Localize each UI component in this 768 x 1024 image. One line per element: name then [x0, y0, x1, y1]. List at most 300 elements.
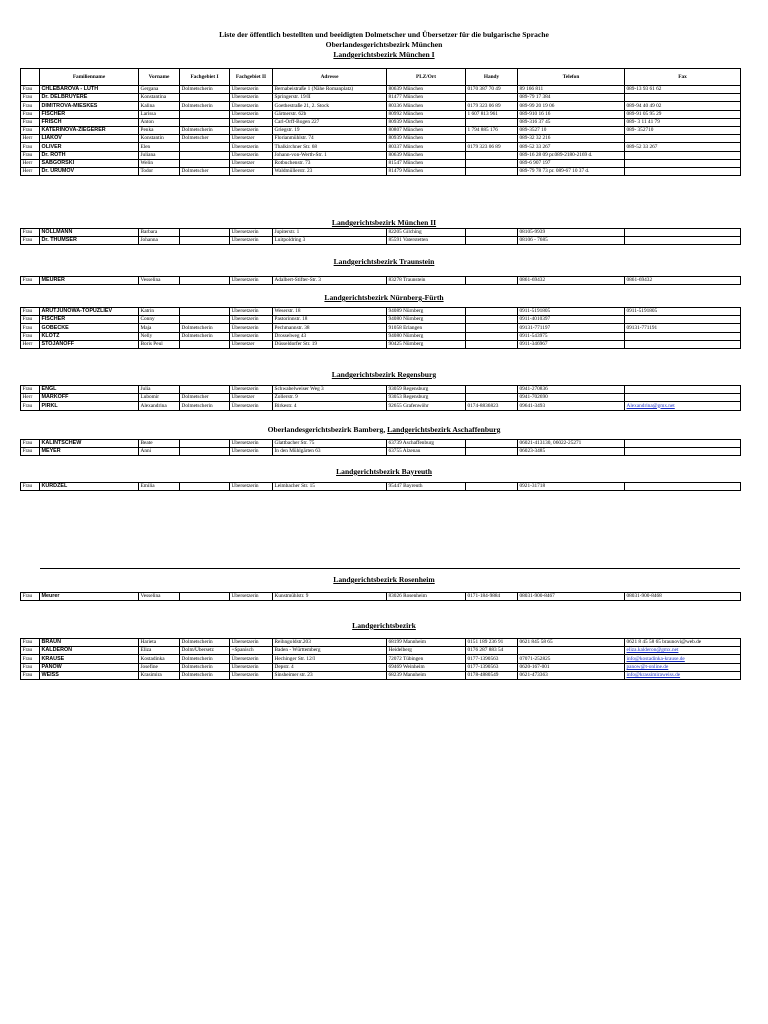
cell-handy	[466, 94, 518, 102]
cell-telefon: 089-910 16 16	[518, 110, 625, 118]
cell-telefon: 09641-3493	[518, 402, 625, 410]
cell-fax	[625, 440, 741, 448]
cell-familienname: KATERINOVA-ZIEGERER	[40, 126, 139, 134]
col-adresse: Adresse	[273, 69, 387, 86]
cell-telefon: 08105-9939	[518, 229, 625, 237]
cell-fax: 089- 3 11 41 79	[625, 118, 741, 126]
cell-adresse: Hechinger Str. 12/I	[273, 655, 387, 663]
col-handy: Handy	[466, 69, 518, 86]
cell-fax	[625, 167, 741, 175]
cell-fax[interactable]: eliza.kalderon@gmx.net	[625, 647, 741, 655]
table-row	[21, 277, 741, 285]
cell-fax	[625, 386, 741, 394]
cell-plz-ort: 80939 München	[387, 135, 466, 143]
cell-anrede: Herr	[21, 135, 40, 143]
cell-vorname: Conny	[139, 316, 180, 324]
cell-vorname: Johanna	[139, 237, 180, 245]
cell-telefon: 089-79 17 384	[518, 94, 625, 102]
table-row	[21, 593, 741, 601]
cell-telefon: 0911-4010397	[518, 316, 625, 324]
cell-anrede: Frau	[21, 237, 40, 245]
cell-plz-ort: 85591 Vaterstetten	[387, 237, 466, 245]
cell-handy: 0177-1390563	[466, 663, 518, 671]
cell-familienname: FISCHER	[40, 316, 139, 324]
cell-telefon: 089-6 907 197	[518, 159, 625, 167]
cell-vorname: Harieta	[139, 639, 180, 647]
cell-telefon: 0941-270836	[518, 386, 625, 394]
cell-plz-ort: 83026 Rosenheim	[387, 593, 466, 601]
cell-fachgebiet2: Übersetzer	[230, 135, 273, 143]
cell-vorname: Vesselina	[139, 593, 180, 601]
cell-plz-ort: 94080 Nürnberg	[387, 316, 466, 324]
cell-fachgebiet2: Übersetzerin	[230, 671, 273, 679]
table-row	[21, 386, 741, 394]
table-row	[21, 135, 741, 143]
cell-fachgebiet1: Dolmetscherin	[180, 671, 230, 679]
cell-adresse: Schwabelweiser Weg 3	[273, 386, 387, 394]
cell-adresse: Griegstr. 19	[273, 126, 387, 134]
cell-handy: 1 607 813 961	[466, 110, 518, 118]
cell-anrede: Frau	[21, 593, 40, 601]
cell-anrede: Herr	[21, 340, 40, 348]
table-traunstein	[20, 276, 741, 285]
cell-plz-ort: 80939 München	[387, 118, 466, 126]
cell-fax	[625, 237, 741, 245]
cell-telefon: 06021-413130, 06022-25271	[518, 440, 625, 448]
cell-fachgebiet2: Übersetzerin	[230, 402, 273, 410]
cell-plz-ort: 91058 Erlangen	[387, 324, 466, 332]
cell-vorname: Emilia	[139, 483, 180, 491]
cell-telefon: 089-99 20 19 06	[518, 102, 625, 110]
cell-adresse: Glattbacher Str. 75	[273, 440, 387, 448]
table-row	[21, 229, 741, 237]
cell-fax	[625, 94, 741, 102]
cell-telefon: 06023-3485	[518, 448, 625, 456]
table-row	[21, 167, 741, 175]
cell-fachgebiet1	[180, 94, 230, 102]
cell-familienname: Dr. ROTH	[40, 151, 139, 159]
cell-fax: 089-91 05 95 29	[625, 110, 741, 118]
cell-plz-ort: 93053 Regensburg	[387, 394, 466, 402]
cell-telefon: 89 166 811	[518, 86, 625, 94]
col-plz-ort: PLZ/Ort	[387, 69, 466, 86]
cell-anrede: Frau	[21, 402, 40, 410]
cell-fachgebiet2: Übersetzerin	[230, 102, 273, 110]
cell-adresse: Johann-von-Werth-Str. 1	[273, 151, 387, 159]
cell-anrede: Frau	[21, 386, 40, 394]
cell-familienname: KALINTSCHEW	[40, 440, 139, 448]
cell-fachgebiet1: Dolmetscherin	[180, 86, 230, 94]
cell-telefon: 0621-473363	[518, 671, 625, 679]
cell-plz-ort: 81547 München	[387, 159, 466, 167]
cell-fachgebiet1: Dolmetscher	[180, 167, 230, 175]
cell-fax: 089-94 40 49 02	[625, 102, 741, 110]
table-row	[21, 94, 741, 102]
cell-fachgebiet2: Übersetzerin	[230, 448, 273, 456]
cell-adresse: Florianmühlstr. 74	[273, 135, 387, 143]
cell-plz-ort: 63755 Alzenau	[387, 448, 466, 456]
cell-plz-ort: 94080 Nürnberg	[387, 332, 466, 340]
table-row	[21, 332, 741, 340]
section-heading-regensburg: Landgerichtsbezirk Regensburg	[331, 370, 437, 379]
cell-vorname: Larissa	[139, 110, 180, 118]
cell-telefon: 07071-252825	[518, 655, 625, 663]
cell-fachgebiet1	[180, 277, 230, 285]
table-row	[21, 126, 741, 134]
cell-handy: 0179 323 06 89	[466, 102, 518, 110]
cell-anrede: Frau	[21, 151, 40, 159]
cell-vorname: Josefine	[139, 663, 180, 671]
cell-anrede: Frau	[21, 332, 40, 340]
cell-fax	[625, 332, 741, 340]
col-familienname: Familienname	[40, 69, 139, 86]
table-row	[21, 402, 741, 410]
section-heading-muenchen2: Landgerichtsbezirk München II	[331, 218, 437, 227]
cell-fachgebiet2: Übersetzerin	[230, 110, 273, 118]
cell-fachgebiet1: Dolm/Übersetz	[180, 647, 230, 655]
cell-handy: 0174-8836823	[466, 402, 518, 410]
cell-vorname: Anni	[139, 448, 180, 456]
cell-fax: 0911-5191805	[625, 308, 741, 316]
cell-fachgebiet2: Übersetzer	[230, 340, 273, 348]
cell-familienname: KRAUSE	[40, 655, 139, 663]
cell-fachgebiet1	[180, 340, 230, 348]
table-row	[21, 340, 741, 348]
cell-telefon: 0911-543975	[518, 332, 625, 340]
cell-telefon: 089-79 78 73 pr. 089-67 10 37 d.	[518, 167, 625, 175]
cell-plz-ort: 72072 Tübingen	[387, 655, 466, 663]
cell-anrede: Frau	[21, 110, 40, 118]
cell-adresse: Birkestr. 4	[273, 402, 387, 410]
cell-plz-ort: 80336 München	[387, 102, 466, 110]
cell-plz-ort: 92655 Grafenwöhr	[387, 402, 466, 410]
cell-familienname: OLIVER	[40, 143, 139, 151]
table-row	[21, 159, 741, 167]
cell-vorname: Boris Peul	[139, 340, 180, 348]
cell-vorname: Beate	[139, 440, 180, 448]
cell-adresse: Adalbert-Stifter-Str. 3	[273, 277, 387, 285]
cell-fachgebiet2: Übersetzerin	[230, 324, 273, 332]
table-regensburg	[20, 385, 741, 411]
cell-fachgebiet2: Übersetzerin	[230, 663, 273, 671]
cell-fax	[625, 340, 741, 348]
lg-muenchen1-heading: Landgerichtsbezirk München I	[333, 50, 435, 59]
cell-anrede: Frau	[21, 316, 40, 324]
cell-telefon: 0861-69432	[518, 277, 625, 285]
table-bayreuth	[20, 482, 741, 491]
cell-familienname: GOBECKE	[40, 324, 139, 332]
cell-vorname: Konstantina	[139, 94, 180, 102]
cell-fax	[625, 316, 741, 324]
cell-vorname: Nelly	[139, 332, 180, 340]
table-row	[21, 308, 741, 316]
cell-fax[interactable]: info@krassimiraweiss.de	[625, 671, 741, 679]
cell-familienname: CHLEBAROVA - LUTH	[40, 86, 139, 94]
cell-fachgebiet1	[180, 143, 230, 151]
table-muenchen2	[20, 228, 741, 245]
cell-familienname: KLOTZ	[40, 332, 139, 340]
cell-fachgebiet2: Übersetzerin	[230, 332, 273, 340]
cell-fachgebiet1	[180, 159, 230, 167]
cell-adresse: Weserstr. 18	[273, 308, 387, 316]
cell-fax[interactable]: Alexandrina@gmx.net	[625, 402, 741, 410]
table-row	[21, 483, 741, 491]
cell-familienname: MEURER	[40, 277, 139, 285]
cell-familienname: LIAKOV	[40, 135, 139, 143]
cell-fachgebiet1: Dolmetscherin	[180, 324, 230, 332]
cell-plz-ort: 94089 Nürnberg	[387, 308, 466, 316]
cell-fachgebiet1: Dolmetscherin	[180, 126, 230, 134]
cell-fachgebiet1	[180, 448, 230, 456]
cell-fachgebiet2: Übersetzerin	[230, 655, 273, 663]
cell-fachgebiet2: Übersetzerin	[230, 386, 273, 394]
cell-handy	[466, 118, 518, 126]
cell-familienname: Dr. URUMOV	[40, 167, 139, 175]
section-divider	[40, 568, 740, 569]
cell-familienname: STOJANOFF	[40, 340, 139, 348]
cell-fachgebiet2: Übersetzer	[230, 118, 273, 126]
cell-handy	[466, 308, 518, 316]
cell-fachgebiet2: Übersetzerin	[230, 440, 273, 448]
cell-handy: 0177-1390563	[466, 655, 518, 663]
cell-plz-ort: 80337 München	[387, 143, 466, 151]
cell-fachgebiet1	[180, 118, 230, 126]
cell-vorname: Alexandrina	[139, 402, 180, 410]
cell-adresse: Düsseldorfer Str. 19	[273, 340, 387, 348]
table-row	[21, 237, 741, 245]
document-title-block	[0, 30, 768, 60]
cell-fachgebiet2: +Spanisch	[230, 647, 273, 655]
cell-vorname: Penka	[139, 126, 180, 134]
cell-familienname: MEYER	[40, 448, 139, 456]
table-bamberg	[20, 439, 741, 456]
cell-handy: 0178-4880549	[466, 671, 518, 679]
cell-adresse: Gärtnerstr. 62b	[273, 110, 387, 118]
cell-fachgebiet1: Dolmetscherin	[180, 102, 230, 110]
cell-vorname: Krasimira	[139, 671, 180, 679]
cell-familienname: Meurer	[40, 593, 139, 601]
cell-anrede: Frau	[21, 277, 40, 285]
table-row	[21, 102, 741, 110]
cell-vorname: Eliza	[139, 647, 180, 655]
cell-plz-ort: 82205 Gilching	[387, 229, 466, 237]
cell-telefon: 09131-771197	[518, 324, 625, 332]
table-row	[21, 394, 741, 402]
table-nuernberg	[20, 307, 741, 349]
cell-adresse: Baden - Württemberg	[273, 647, 387, 655]
cell-anrede: Frau	[21, 671, 40, 679]
table-row	[21, 143, 741, 151]
cell-handy	[466, 332, 518, 340]
cell-fachgebiet2: Übersetzerin	[230, 237, 273, 245]
cell-adresse: Sinsheimer str. 23	[273, 671, 387, 679]
table-other	[20, 638, 741, 680]
cell-familienname: NOLLMANN	[40, 229, 139, 237]
cell-familienname: WEISS	[40, 671, 139, 679]
cell-handy: 0170 387 70 49	[466, 86, 518, 94]
cell-plz-ort: 80639 München	[387, 151, 466, 159]
cell-adresse: Carl-Orff-Bogen 227	[273, 118, 387, 126]
cell-anrede: Frau	[21, 94, 40, 102]
cell-adresse: Rotbuchenstr. 73	[273, 159, 387, 167]
cell-vorname: Elen	[139, 143, 180, 151]
cell-anrede: Frau	[21, 639, 40, 647]
cell-fax: 089-52 33 267	[625, 143, 741, 151]
cell-fax	[625, 394, 741, 402]
cell-adresse: Jupiterstr. 1	[273, 229, 387, 237]
cell-plz-ort: 63739 Aschaffenburg	[387, 440, 466, 448]
cell-handy	[466, 386, 518, 394]
cell-plz-ort: 95447 Bayreuth	[387, 483, 466, 491]
cell-handy: 0171-184-9884	[466, 593, 518, 601]
cell-fachgebiet1: Dolmetscherin	[180, 402, 230, 410]
cell-plz-ort: 81477 München	[387, 94, 466, 102]
cell-plz-ort: 80807 München	[387, 126, 466, 134]
cell-adresse: Drosselweg 43	[273, 332, 387, 340]
cell-telefon	[518, 647, 625, 655]
cell-fachgebiet2: Übersetzerin	[230, 308, 273, 316]
cell-vorname: Lubomir	[139, 394, 180, 402]
cell-adresse: Goethestraße 21, 2. Stock	[273, 102, 387, 110]
table-muenchen1	[20, 68, 741, 176]
cell-fachgebiet2: Übersetzer	[230, 394, 273, 402]
cell-fachgebiet1	[180, 316, 230, 324]
table-row	[21, 316, 741, 324]
cell-vorname: Kalina	[139, 102, 180, 110]
cell-fachgebiet1: Dolmetscher	[180, 394, 230, 402]
col-anrede	[21, 69, 40, 86]
cell-fax	[625, 135, 741, 143]
cell-handy	[466, 151, 518, 159]
cell-familienname: FRISCH	[40, 118, 139, 126]
cell-fax[interactable]: panow@t-online.de	[625, 663, 741, 671]
cell-vorname: Gergana	[139, 86, 180, 94]
col-fachgebiet2: Fachgebiet II	[230, 69, 273, 86]
section-heading-bayreuth: Landgerichtsbezirk Bayreuth	[336, 467, 432, 476]
cell-adresse: Reihngoldstr.203	[273, 639, 387, 647]
cell-fachgebiet2: Übersetzerin	[230, 277, 273, 285]
table-row	[21, 86, 741, 94]
table-row	[21, 647, 741, 655]
table-row	[21, 448, 741, 456]
cell-anrede: Frau	[21, 663, 40, 671]
cell-fachgebiet2: Übersetzerin	[230, 143, 273, 151]
cell-fachgebiet2: Übersetzerin	[230, 94, 273, 102]
cell-anrede: Frau	[21, 102, 40, 110]
cell-anrede: Herr	[21, 167, 40, 175]
cell-anrede: Herr	[21, 394, 40, 402]
table-row	[21, 440, 741, 448]
cell-handy	[466, 229, 518, 237]
cell-telefon: 0941-702690	[518, 394, 625, 402]
table-row	[21, 110, 741, 118]
cell-anrede: Frau	[21, 448, 40, 456]
section-heading-traunstein: Landgerichtsbezirk Traunstein	[333, 257, 435, 266]
cell-telefon: 08031-900-8467	[518, 593, 625, 601]
cell-handy	[466, 159, 518, 167]
cell-anrede: Frau	[21, 118, 40, 126]
olg-muenchen-heading: Oberlandesgerichtsbezirk München	[325, 40, 443, 49]
table-row	[21, 663, 741, 671]
table-header-row	[21, 69, 741, 86]
table-row	[21, 671, 741, 679]
cell-handy	[466, 316, 518, 324]
cell-familienname: KALDERON	[40, 647, 139, 655]
cell-fachgebiet2: Übersetzerin	[230, 126, 273, 134]
cell-plz-ort: 81479 München	[387, 167, 466, 175]
table-rosenheim	[20, 592, 741, 601]
col-vorname: Vorname	[139, 69, 180, 86]
cell-vorname: Anton	[139, 118, 180, 126]
cell-plz-ort: 80639 München	[387, 86, 466, 94]
cell-fachgebiet1	[180, 483, 230, 491]
cell-vorname: Welin	[139, 159, 180, 167]
cell-telefon: 089-52 33 267	[518, 143, 625, 151]
cell-plz-ort: 68239 Mannheim	[387, 671, 466, 679]
cell-handy	[466, 440, 518, 448]
cell-vorname: Katrin	[139, 308, 180, 316]
col-telefon: Telefon	[518, 69, 625, 86]
cell-fachgebiet1	[180, 237, 230, 245]
cell-fachgebiet1: Dolmetscherin	[180, 332, 230, 340]
cell-fachgebiet2: Übersetzerin	[230, 639, 273, 647]
table-row	[21, 118, 741, 126]
cell-familienname: SABGORSKI	[40, 159, 139, 167]
cell-fax: 0621 8 45 58 65 braunovi@web.de	[625, 639, 741, 647]
table-row	[21, 151, 741, 159]
section-heading-bamberg: Oberlandesgerichtsbezirk Bamberg, Landgerichtsbezirk Aschaffenburg	[267, 425, 501, 434]
cell-anrede: Frau	[21, 483, 40, 491]
cell-anrede: Frau	[21, 655, 40, 663]
cell-plz-ort: Heidelberg	[387, 647, 466, 655]
cell-anrede: Herr	[21, 159, 40, 167]
cell-anrede: Frau	[21, 143, 40, 151]
cell-fax: 0861-69432	[625, 277, 741, 285]
cell-fax	[625, 159, 741, 167]
cell-anrede: Frau	[21, 86, 40, 94]
cell-fachgebiet2: Übersetzerin	[230, 483, 273, 491]
cell-adresse: Bernabeistraße 1 (Nähe Romanplatz)	[273, 86, 387, 94]
cell-fax	[625, 483, 741, 491]
cell-handy	[466, 394, 518, 402]
cell-fax[interactable]: info@kostadinka-krause.de	[625, 655, 741, 663]
cell-handy	[466, 277, 518, 285]
section-heading-rosenheim: Landgerichtsbezirk Rosenheim	[333, 575, 435, 584]
col-fachgebiet1: Fachgebiet I	[180, 69, 230, 86]
cell-telefon: 08106 - 7685	[518, 237, 625, 245]
cell-anrede: Frau	[21, 440, 40, 448]
cell-fachgebiet1	[180, 151, 230, 159]
cell-vorname: Todor	[139, 167, 180, 175]
cell-fax	[625, 448, 741, 456]
cell-telefon: 0911-5191805	[518, 308, 625, 316]
cell-handy	[466, 483, 518, 491]
cell-fachgebiet1: Dolmetscher	[180, 135, 230, 143]
cell-familienname: ARUTJUNOWA-TOPUZLIEV	[40, 308, 139, 316]
cell-adresse: Pechmannstr. 38	[273, 324, 387, 332]
cell-adresse: Leimbacher Str. 15	[273, 483, 387, 491]
cell-anrede: Frau	[21, 126, 40, 134]
cell-telefon: 0621 845 58 65	[518, 639, 625, 647]
cell-adresse: Depstr. 4	[273, 663, 387, 671]
cell-familienname: MARKOFF	[40, 394, 139, 402]
cell-familienname: KURDZEL	[40, 483, 139, 491]
cell-anrede: Frau	[21, 229, 40, 237]
cell-fax: 089-13 93 61 62	[625, 86, 741, 94]
cell-fachgebiet1	[180, 440, 230, 448]
cell-handy: 1 794 885 176	[466, 126, 518, 134]
cell-fax	[625, 229, 741, 237]
